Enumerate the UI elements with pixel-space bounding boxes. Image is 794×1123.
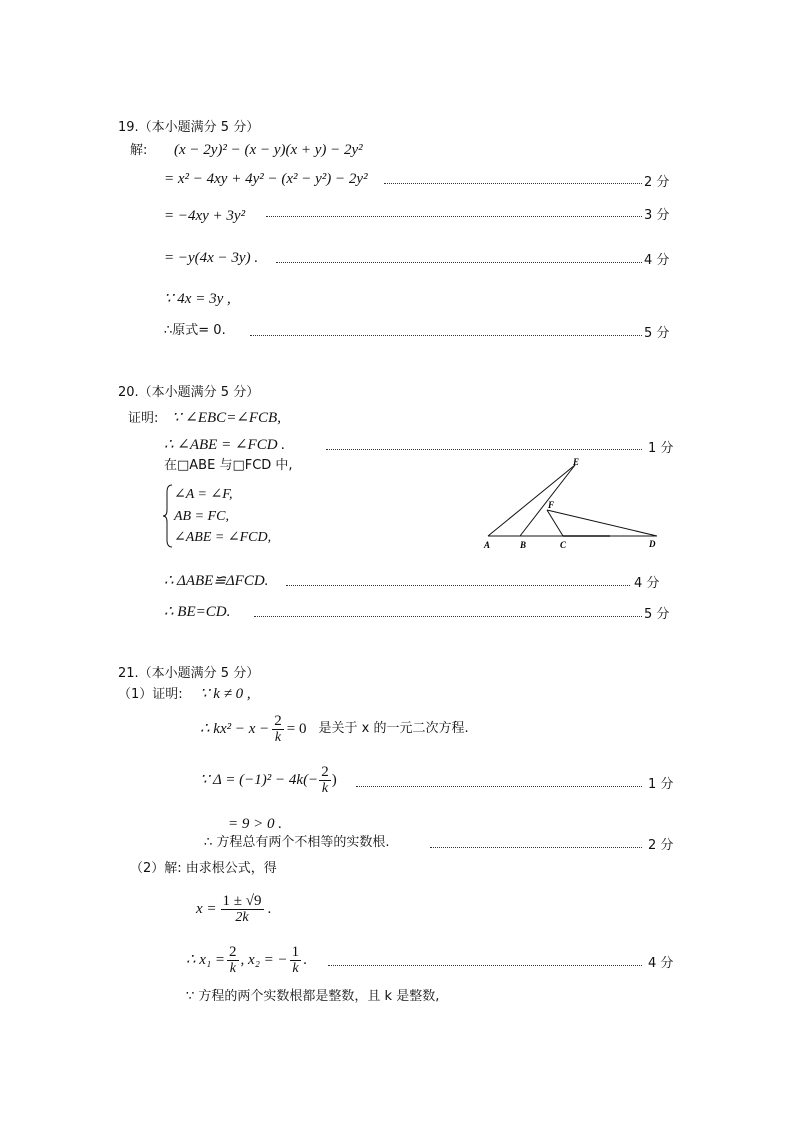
q21-header: 21.（本小题满分 5 分） [118, 666, 260, 681]
q21-solutions [186, 938, 307, 982]
q21-root-formula [196, 886, 271, 932]
segment-FD [547, 510, 657, 536]
delta-suffix: ) [331, 772, 337, 788]
q20-sys3: ∠ABE = ∠FCD, [174, 530, 272, 545]
sol-fraction-2: $\frac{1}{k}$ [291, 943, 300, 976]
q21-final: ∵ 方程的两个实数根都是整数，且 k 是整数, [186, 989, 440, 1004]
sol-fraction-1: $\frac{2}{k}$ [229, 943, 237, 976]
q19-line4: ∵ 4x = 3y , [164, 291, 231, 307]
x-suffix: . [267, 901, 272, 917]
q19-line1-score: 2 分 [644, 175, 670, 190]
q20-concl1: ∴ ΔABE≌ΔFCD. [164, 573, 269, 589]
q21-part2: （2）解: 由求根公式，得 [130, 861, 277, 876]
leader-dots [356, 786, 642, 787]
label-C: C [560, 540, 567, 550]
q20-proof-prefix: 证明: [128, 411, 159, 426]
q21-part1-prefix: （1）证明: [118, 687, 183, 702]
system-brace [162, 484, 174, 548]
q20-line2: ∴ ∠ABE = ∠FCD . [164, 437, 286, 453]
sol-prefix: ∴ x₁ = [186, 952, 226, 968]
q19-line3: = −y(4x − 3y) . [164, 250, 259, 266]
eq-suffix: = 0 [286, 721, 307, 737]
q20-sys2: AB = FC, [174, 509, 229, 524]
sol-suffix: . [303, 952, 307, 968]
q20-line2-score: 1 分 [648, 441, 674, 456]
label-E: E [573, 457, 580, 467]
leader-dots [254, 616, 642, 617]
q19-line5: ∴原式= 0. [164, 323, 226, 338]
q21-roots: ∴ 方程总有两个不相等的实数根. [204, 835, 390, 850]
delta-fraction: $\frac{2}{k}$ [321, 763, 329, 796]
eq-text: 是关于 x 的一元二次方程. [318, 721, 469, 736]
q21-cond: ∵ k ≠ 0 , [200, 686, 251, 702]
q21-delta [200, 760, 337, 800]
delta-prefix: ∵ Δ = (−1)² − 4k(− [200, 772, 319, 788]
leader-dots [286, 585, 630, 586]
leader-dots [384, 183, 642, 184]
sol-mid: , x₂ = − [240, 952, 288, 968]
q20-sys1: ∠A = ∠F, [174, 487, 233, 502]
q19-jie: 解: [130, 143, 148, 158]
q20-concl2: ∴ BE=CD. [164, 604, 231, 620]
q20-line3: 在□ABE 与□FCD 中, [164, 458, 293, 473]
eq-prefix: ∴ kx² − x − [200, 721, 270, 737]
label-B: B [520, 540, 527, 550]
leader-dots [326, 449, 642, 450]
eq-fraction: $\frac{2}{k}$ [274, 712, 282, 745]
q19-line2-score: 3 分 [644, 208, 670, 223]
x-prefix: x = [196, 901, 217, 917]
leader-dots [430, 847, 642, 848]
triangle-figure [480, 454, 680, 554]
q21-roots-score: 2 分 [648, 838, 674, 853]
q19-header: 19.（本小题满分 5 分） [118, 120, 260, 135]
segment-AE [488, 465, 575, 536]
q20-header: 20.（本小题满分 5 分） [118, 385, 260, 400]
q19-line3-score: 4 分 [644, 253, 670, 268]
q21-delta-result: = 9 > 0 . [228, 816, 282, 832]
leader-dots [266, 216, 642, 217]
label-F: F [548, 500, 555, 510]
leader-dots [276, 262, 642, 263]
q20-line1: ∵ ∠EBC=∠FCB, [172, 410, 281, 426]
q20-concl1-score: 4 分 [634, 576, 660, 591]
q21-equation [200, 710, 469, 748]
q19-line5-score: 5 分 [644, 326, 670, 341]
label-A: A [484, 540, 491, 550]
label-D: D [649, 539, 656, 549]
root-fraction: $\frac{1 \pm √9}{2k}$ [222, 892, 262, 925]
q19-line2: = −4xy + 3y² [164, 208, 246, 224]
q19-line0: (x − 2y)² − (x − y)(x + y) − 2y² [174, 142, 363, 158]
q20-concl2-score: 5 分 [644, 607, 670, 622]
leader-dots [328, 965, 642, 966]
segment-FC [547, 510, 563, 536]
leader-dots [250, 335, 642, 336]
q21-solutions-score: 4 分 [648, 956, 674, 971]
q19-line1: = x² − 4xy + 4y² − (x² − y²) − 2y² [164, 171, 368, 187]
q21-delta-score: 1 分 [648, 777, 674, 792]
